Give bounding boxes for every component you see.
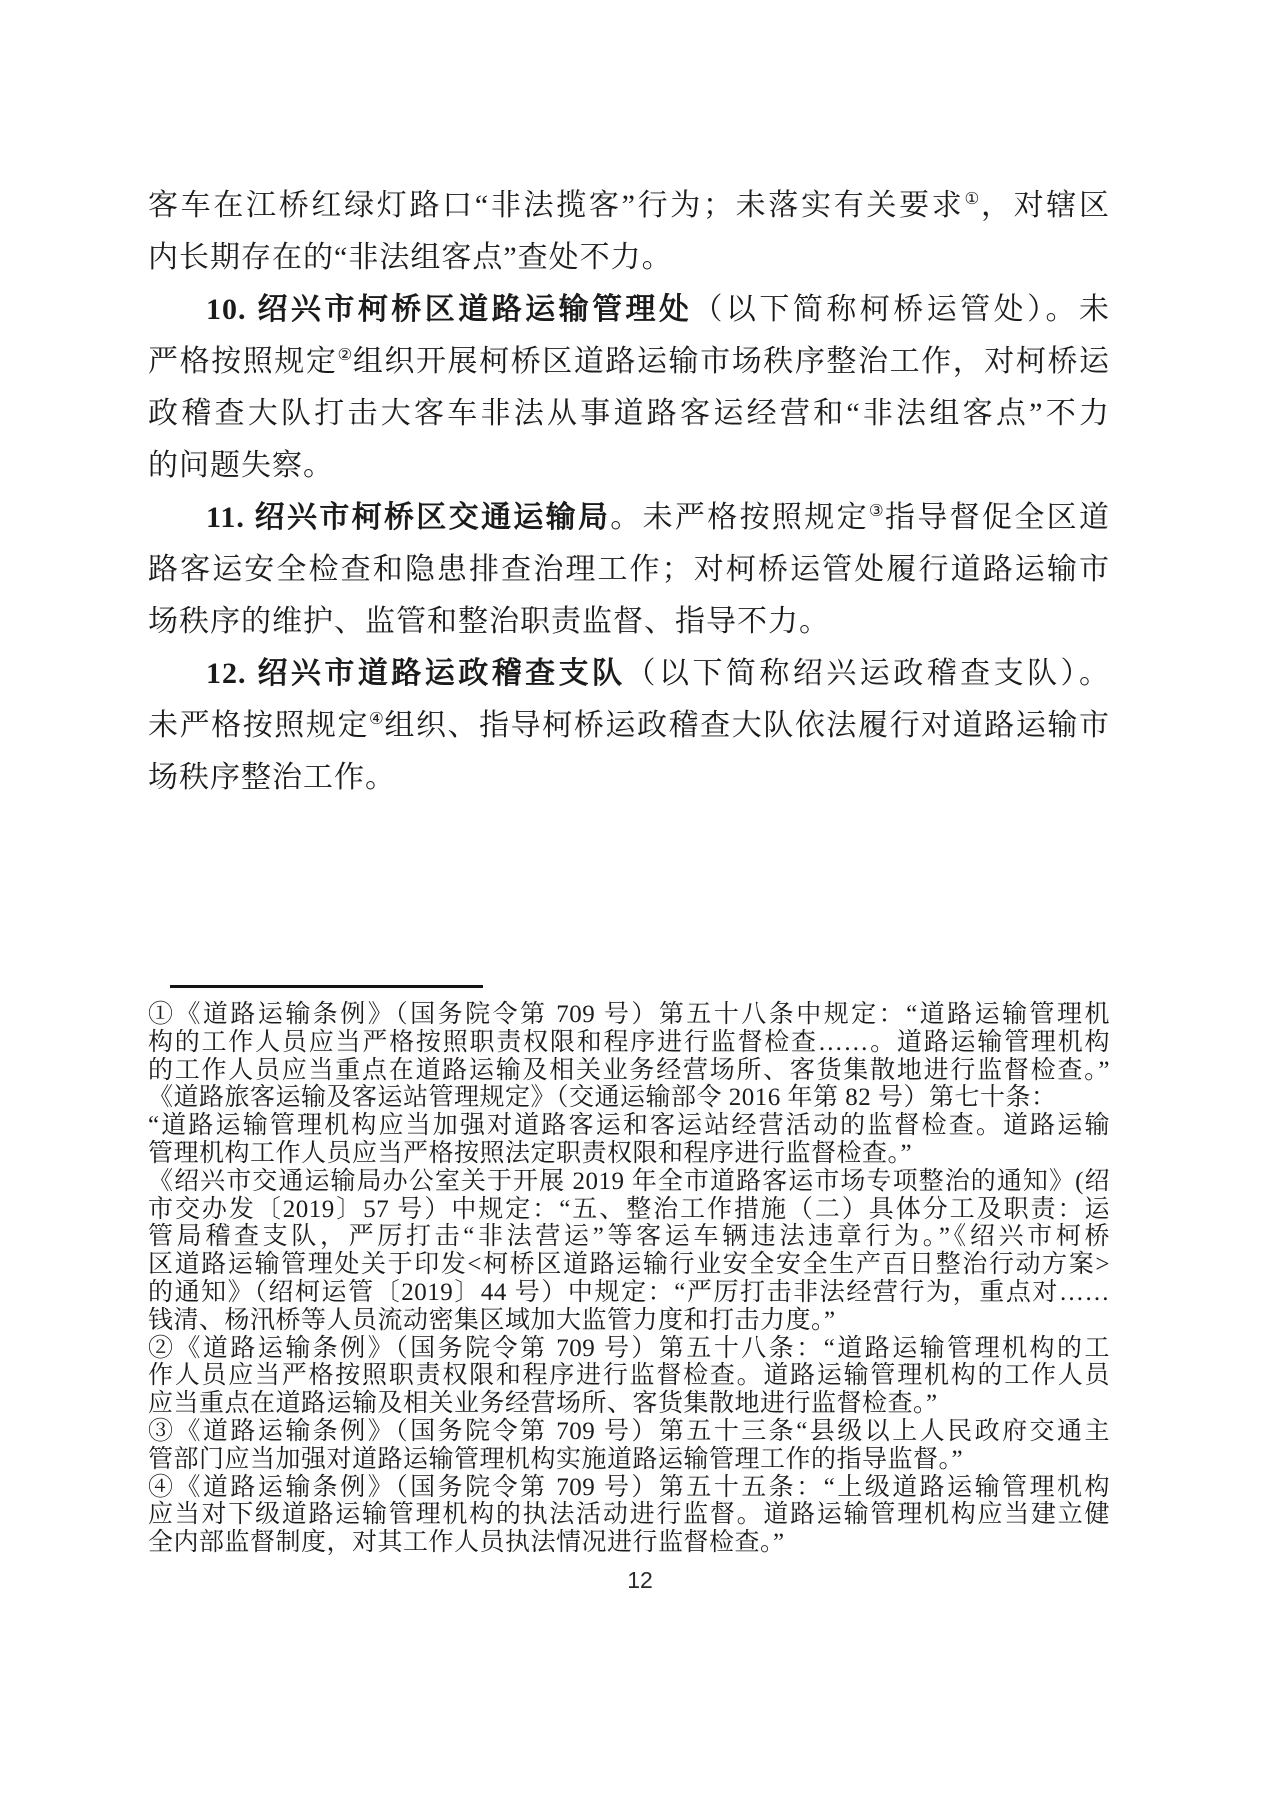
- footnotes-block: [148, 1001, 1110, 1557]
- footnote-ref-marker: ③: [868, 501, 886, 520]
- footnote-line: 《绍兴市交通运输局办公室关于开展 2019 年全市道路客运市场专项整治的通知》(绍: [148, 1167, 1110, 1195]
- footnote-ref-marker: ①: [964, 189, 981, 208]
- footnote-line: 的工作人员应当重点在道路运输及相关业务经营场所、客货集散地进行监督检查。”: [148, 1056, 1110, 1084]
- footnote-line: 市交办发〔2019〕57 号）中规定：“五、整治工作措施（二）具体分工及职责：运: [148, 1195, 1110, 1223]
- footnote-line: 钱清、杨汛桥等人员流动密集区域加大监管力度和打击力度。”: [148, 1306, 836, 1334]
- body-line: [148, 180, 1110, 232]
- footnote-line: ①《道路运输条例》（国务院令第 709 号）第五十八条中规定：“道路运输管理机: [148, 1001, 1110, 1028]
- footnote-separator: [170, 985, 483, 988]
- footnote-line: 作人员应当严格按照职责权限和程序进行监督检查。道路运输管理机构的工作人员: [148, 1362, 1110, 1390]
- body-line-heading-12: [148, 648, 1110, 700]
- text-segment: 场秩序整治工作。: [148, 761, 396, 794]
- body-line-heading-11: [148, 492, 1110, 544]
- text-segment: 指导督促全区道: [885, 501, 1110, 534]
- body-line: [148, 388, 1110, 440]
- footnote-line: 管局稽查支队，严厉打击“非法营运”等客运车辆违法违章行为。”《绍兴市柯桥: [148, 1223, 1110, 1251]
- page-number: 12: [627, 1567, 653, 1593]
- body-line: [148, 700, 1110, 752]
- footnote-line: 应当对下级道路运输管理机构的执法活动进行监督。道路运输管理机构应当建立健: [148, 1501, 1110, 1529]
- footnote-line: ②《道路运输条例》（国务院令第 709 号）第五十八条：“道路运输管理机构的工: [148, 1334, 1110, 1362]
- body-line: [148, 544, 1110, 596]
- footnote-ref-marker: ④: [369, 709, 385, 728]
- body-text-block: [148, 180, 1110, 804]
- footnote-line: 《道路旅客运输及客运站管理规定》（交通运输部令 2016 年第 82 号）第七十条：: [148, 1084, 1057, 1112]
- text-segment: 组织开展柯桥区道路运输市场秩序整治工作，对柯桥运: [352, 345, 1111, 378]
- body-line: [148, 440, 1110, 492]
- text-segment: 场秩序的维护、监管和整治职责监督、指导不力。: [148, 605, 830, 638]
- footnote-line: 的通知》（绍柯运管〔2019〕44 号）中规定：“严厉打击非法经营行为，重点对……: [148, 1278, 1110, 1306]
- footnote-line: 应当重点在道路运输及相关业务经营场所、客货集散地进行监督检查。”: [148, 1390, 938, 1418]
- footnote-line: 区道路运输管理处关于印发<柯桥区道路运输行业安全安全生产百日整治行动方案>: [148, 1251, 1110, 1279]
- text-segment: 内长期存在的“非法组客点”查处不力。: [148, 241, 673, 274]
- body-line: [148, 596, 1110, 648]
- text-segment: 未严格按照规定: [148, 709, 370, 742]
- text-segment: （以下简称绍兴运政稽查支队）。: [625, 657, 1111, 690]
- footnote-line: ④《道路运输条例》（国务院令第 709 号）第五十五条：“上级道路运输管理机构: [148, 1473, 1110, 1501]
- text-segment: 。未严格按照规定: [610, 501, 869, 534]
- heading-text: 12. 绍兴市道路运政稽查支队: [206, 657, 626, 690]
- footnote-line: ③《道路运输条例》（国务院令第 709 号）第五十三条“县级以上人民政府交通主: [148, 1417, 1110, 1445]
- footnote-line: 构的工作人员应当严格按照职责权限和程序进行监督检查……。道路运输管理机构: [148, 1028, 1110, 1056]
- body-line-heading-10: [148, 284, 1110, 336]
- text-segment: 路客运安全检查和隐患排查治理工作；对柯桥运管处履行道路运输市: [148, 553, 1110, 586]
- footnote-line: 管理机构工作人员应当严格按照法定职责权限和程序进行监督检查。”: [148, 1139, 913, 1167]
- text-segment: 的问题失察。: [148, 449, 334, 482]
- text-segment: 客车在江桥红绿灯路口“非法揽客”行为；未落实有关要求: [148, 189, 965, 222]
- body-line: [148, 232, 1110, 284]
- footnote-ref-marker: ②: [337, 345, 353, 364]
- heading-text: 11. 绍兴市柯桥区交通运输局: [206, 501, 611, 534]
- text-segment: 严格按照规定: [148, 345, 338, 378]
- body-line: [148, 752, 1110, 804]
- text-segment: 政稽查大队打击大客车非法从事道路客运经营和“非法组客点”不力: [148, 397, 1110, 430]
- text-segment: 组织、指导柯桥运政稽查大队依法履行对道路运输市: [384, 709, 1111, 742]
- footnote-line: “道路运输管理机构应当加强对道路客运和客运站经营活动的监督检查。道路运输: [148, 1112, 1110, 1140]
- text-segment: （以下简称柯桥运管处）。未: [692, 293, 1111, 326]
- heading-text: 10. 绍兴市柯桥区道路运输管理处: [206, 293, 693, 326]
- footnote-line: 管部门应当加强对道路运输管理机构实施道路运输管理工作的指导监督。”: [148, 1445, 964, 1473]
- body-line: [148, 336, 1110, 388]
- text-segment: ，对辖区: [980, 189, 1110, 222]
- footnote-line: 全内部监督制度，对其工作人员执法情况进行监督检查。”: [148, 1529, 785, 1557]
